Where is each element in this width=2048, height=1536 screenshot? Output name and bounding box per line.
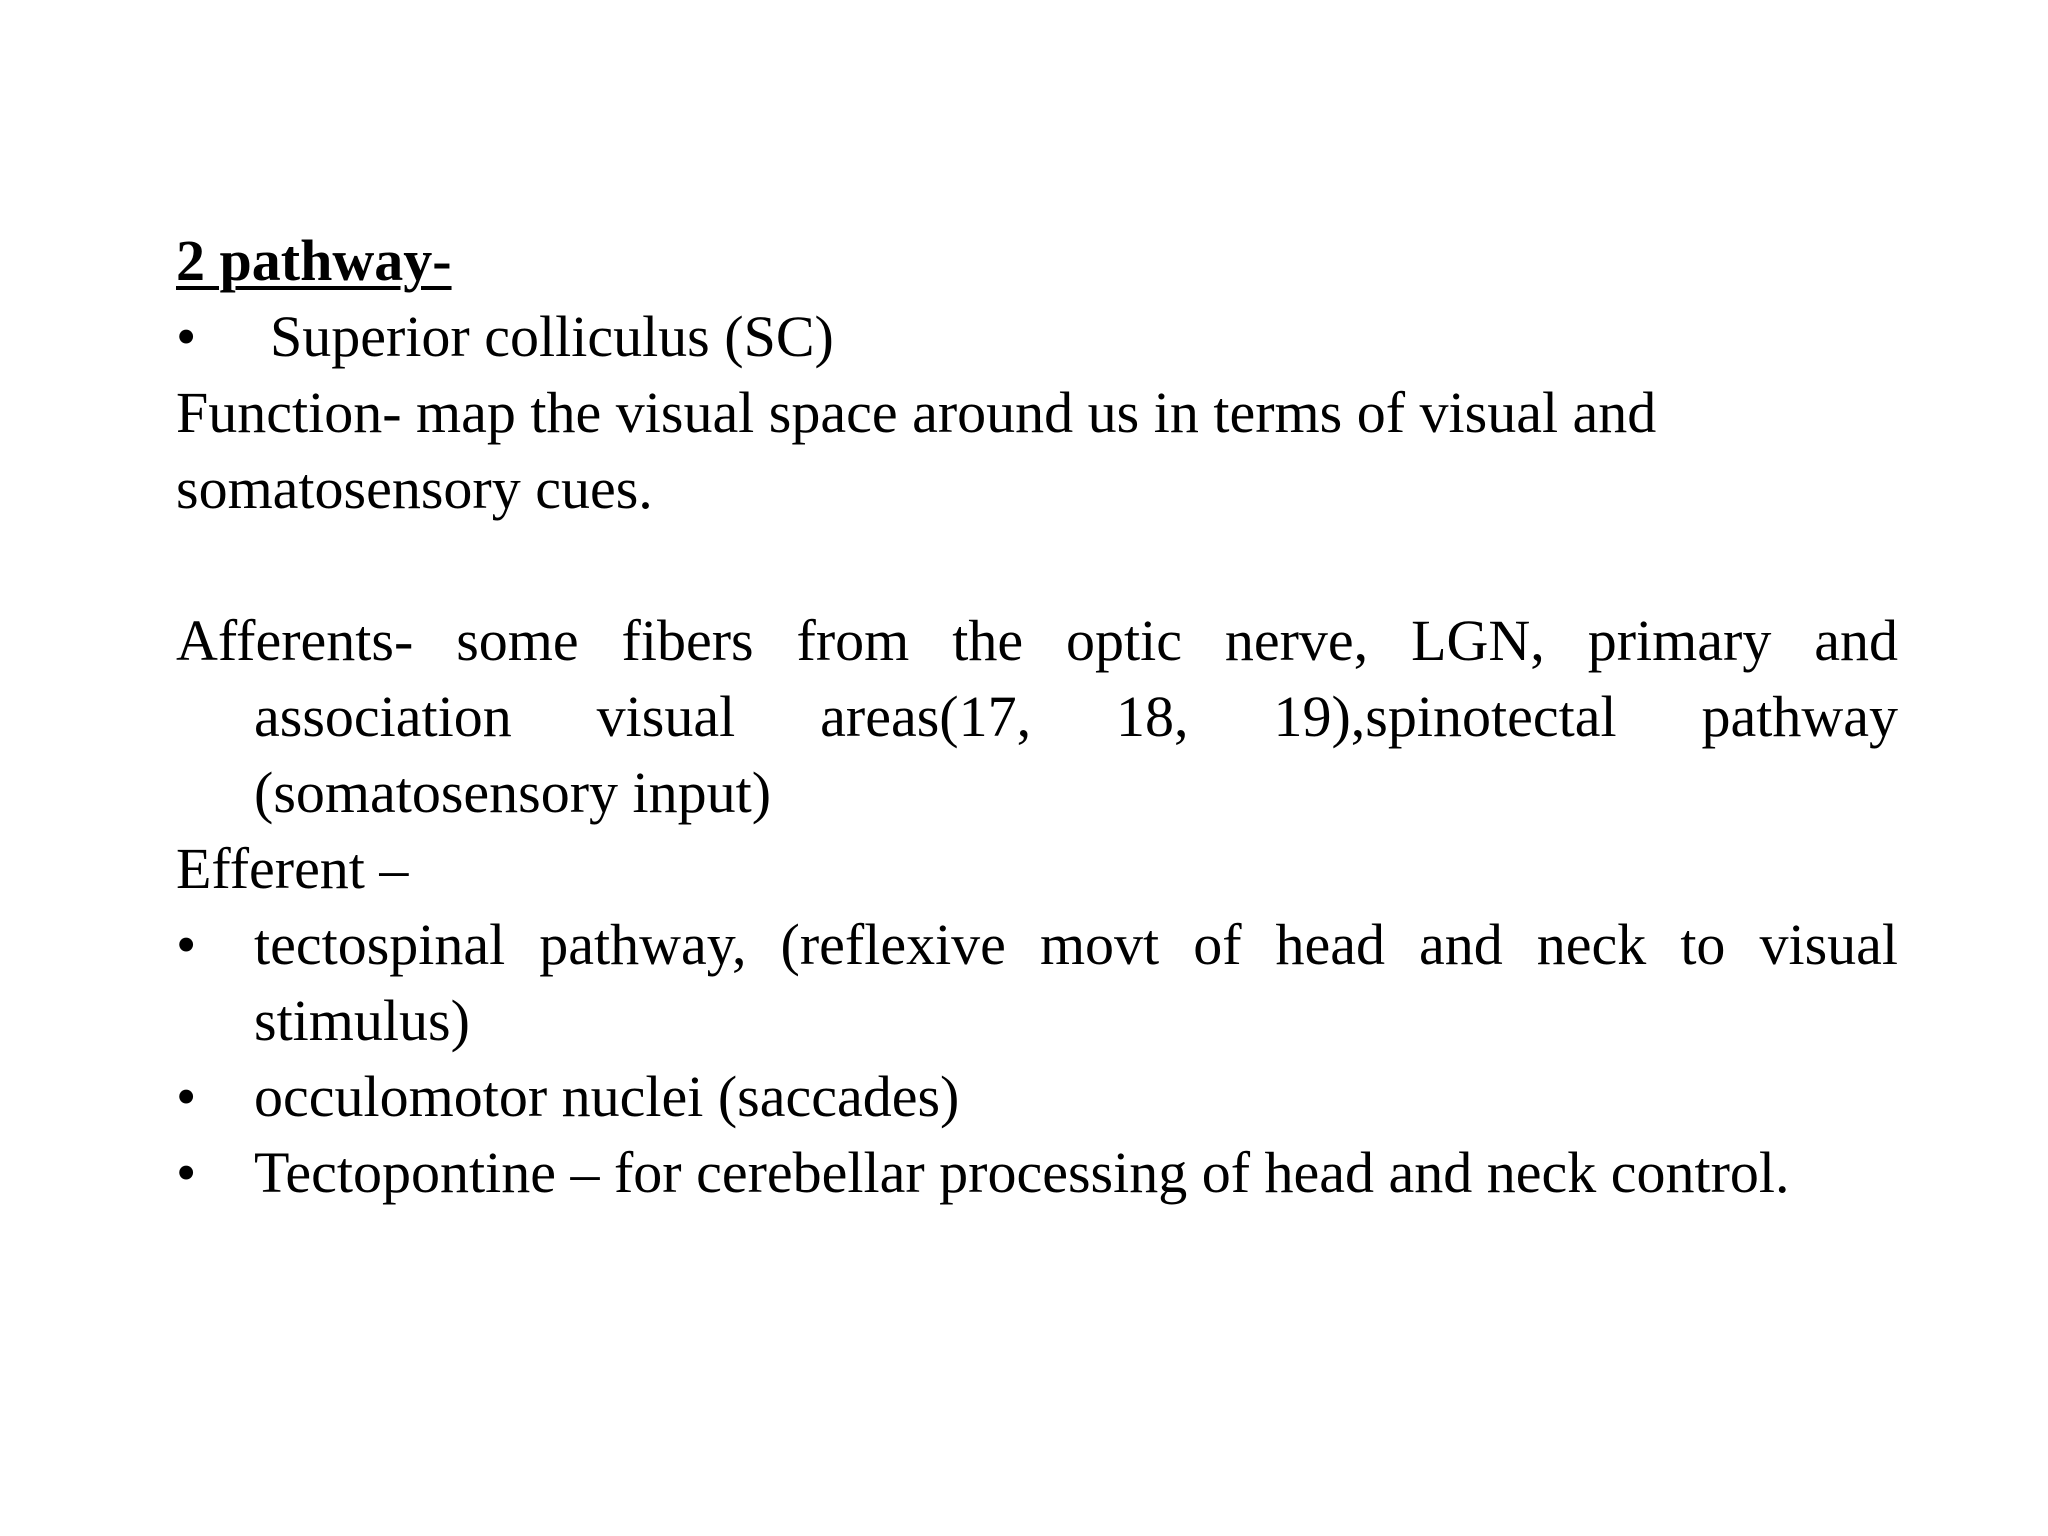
bullet-icon: •: [176, 304, 197, 369]
list-item-text: Superior colliculus (SC): [270, 304, 834, 369]
bullet-icon: •: [176, 1140, 197, 1205]
slide-content: [176, 223, 1898, 1211]
list-item-superior-colliculus: [176, 299, 1898, 375]
list-item-efferent: [176, 1059, 1898, 1135]
list-item-text: Tectopontine – for cerebellar processing of head and neck control.: [254, 1140, 1790, 1205]
list-item-efferent: [176, 1135, 1898, 1211]
list-item-text: occulomotor nuclei (saccades): [254, 1064, 960, 1129]
efferent-label: Efferent –: [176, 836, 409, 901]
bullet-icon: •: [176, 1064, 197, 1129]
bullet-icon: •: [176, 912, 197, 977]
list-item-text: tectospinal pathway, (reflexive movt of head and neck to visual stimulus): [254, 912, 1898, 1053]
slide-heading: 2 pathway-: [176, 228, 452, 293]
spacer: [176, 527, 1898, 603]
function-paragraph: Function- map the visual space around us in terms of visual and somatosensory cues.: [176, 380, 1657, 521]
list-item-efferent: [176, 907, 1898, 1059]
afferents-paragraph: Afferents- some fibers from the optic nerve, LGN, primary and association visual areas(17, 18, 19),spinotectal pathway (somatosensory input): [176, 608, 1898, 825]
